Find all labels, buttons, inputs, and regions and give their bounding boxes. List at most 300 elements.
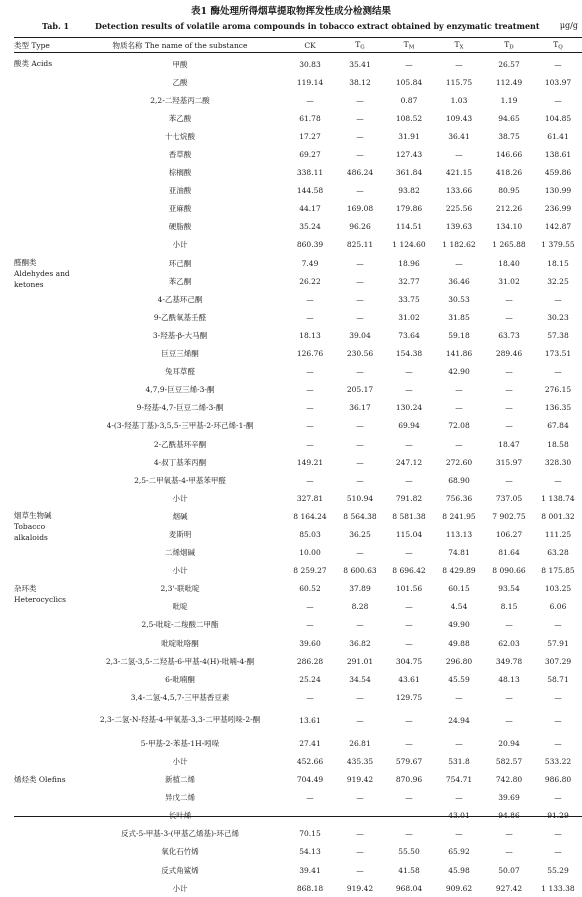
- value-ck: 8 259.27: [293, 566, 327, 576]
- value-td: 134.10: [495, 222, 523, 232]
- value-ck: —: [306, 367, 314, 377]
- value-ck: —: [306, 385, 314, 395]
- table-row: [14, 525, 582, 543]
- value-tm: 73.64: [398, 330, 420, 340]
- value-ck: 17.27: [299, 131, 321, 141]
- value-td: 80.95: [498, 186, 520, 196]
- value-tg: 26.81: [349, 738, 371, 748]
- value-tq: —: [554, 620, 562, 630]
- value-ck: 35.24: [299, 222, 321, 232]
- substance-name: 环己酮: [168, 258, 192, 268]
- value-tx: 24.94: [448, 715, 470, 725]
- value-tm: —: [405, 385, 413, 395]
- value-tg: —: [356, 811, 364, 821]
- value-ck: 30.83: [299, 59, 321, 69]
- value-ck: —: [306, 620, 314, 630]
- value-ck: 286.28: [296, 656, 324, 666]
- substance-name: 3,4-二氢-4,5,7-三甲基香豆素: [130, 692, 230, 702]
- value-tx: —: [455, 439, 463, 449]
- value-tg: —: [356, 95, 364, 105]
- table-row: [14, 55, 582, 73]
- value-ck: 126.76: [296, 349, 324, 359]
- value-tx: 36.41: [448, 131, 470, 141]
- table-header: [14, 38, 582, 52]
- table-row: [14, 580, 582, 598]
- value-tg: 230.56: [346, 349, 374, 359]
- value-ck: 85.03: [299, 529, 321, 539]
- value-tm: 968.04: [395, 883, 423, 893]
- value-tm: —: [405, 548, 413, 558]
- value-tm: 108.52: [395, 113, 423, 123]
- value-tq: —: [554, 692, 562, 702]
- value-td: —: [505, 403, 513, 413]
- value-tx: 8 241.95: [442, 511, 476, 521]
- value-tx: 133.66: [445, 186, 473, 196]
- substance-name: 香草酸: [168, 150, 192, 160]
- value-tq: —: [554, 475, 562, 485]
- value-tg: 919.42: [346, 883, 374, 893]
- value-td: 112.49: [495, 77, 523, 87]
- substance-name: 5-甲基-2-苯基-1H-吲哚: [140, 738, 220, 748]
- value-tq: 57.91: [547, 638, 569, 648]
- value-td: 1.19: [500, 95, 518, 105]
- substance-name: 2,3-二氢-3,5-二羟基-6-甲基-4(H)-吡喃-4-酮: [105, 656, 255, 666]
- value-td: —: [505, 829, 513, 839]
- substance-name: 长叶烯: [168, 811, 192, 821]
- value-tg: 36.17: [349, 403, 371, 413]
- value-tg: —: [356, 131, 364, 141]
- value-td: 106.27: [495, 529, 523, 539]
- value-tg: —: [356, 847, 364, 857]
- table-row: [14, 634, 582, 652]
- value-tg: —: [356, 793, 364, 803]
- value-tg: 36.82: [349, 638, 371, 648]
- value-tm: 105.84: [395, 77, 423, 87]
- value-tg: 35.41: [349, 59, 371, 69]
- value-tg: 510.94: [346, 493, 374, 503]
- value-tg: 205.17: [346, 385, 374, 395]
- value-ck: —: [306, 692, 314, 702]
- value-ck: 338.11: [296, 168, 324, 178]
- data-table: [14, 55, 582, 897]
- value-tx: 113.13: [445, 529, 473, 539]
- value-tq: —: [554, 95, 562, 105]
- header-name: 物质名称 The name of the substance: [112, 40, 248, 50]
- value-tm: 247.12: [395, 457, 423, 467]
- value-ck: —: [306, 811, 314, 821]
- value-tq: —: [554, 367, 562, 377]
- value-tx: 4.54: [450, 602, 468, 612]
- table-row: [14, 91, 582, 109]
- value-tx: 43.01: [448, 811, 470, 821]
- value-tg: 38.12: [349, 77, 371, 87]
- value-td: —: [505, 294, 513, 304]
- value-tg: —: [356, 186, 364, 196]
- value-td: 38.75: [498, 131, 520, 141]
- header-type: 类型 Type: [14, 40, 50, 50]
- value-tm: 93.82: [398, 186, 420, 196]
- group-type-label: 烟草生物碱 Tobacco alkaloids: [14, 511, 52, 543]
- subtotal-row: [14, 236, 582, 254]
- value-td: 8 090.66: [492, 566, 526, 576]
- subtotal-row: [14, 562, 582, 580]
- value-ck: —: [306, 793, 314, 803]
- header-rule: [14, 52, 582, 53]
- value-ck: 13.61: [299, 715, 321, 725]
- table-row: [14, 670, 582, 688]
- substance-name: 2,5-二甲氧基-4-甲基苯甲醛: [134, 475, 226, 485]
- subtotal-row: [14, 752, 582, 770]
- value-ck: 60.52: [299, 584, 321, 594]
- value-tx: 909.62: [445, 883, 473, 893]
- value-tx: 139.63: [445, 222, 473, 232]
- value-tg: —: [356, 692, 364, 702]
- value-tg: 8.28: [351, 602, 369, 612]
- value-tx: 49.90: [448, 620, 470, 630]
- value-tx: 109.43: [445, 113, 473, 123]
- substance-name: 苯乙酮: [168, 276, 192, 286]
- value-tq: 32.25: [547, 276, 569, 286]
- value-td: 212.26: [495, 204, 523, 214]
- value-td: 8.15: [500, 602, 518, 612]
- substance-name: 反式-5-甲基-3-(甲基乙烯基)-环己烯: [120, 829, 240, 839]
- value-tm: —: [405, 439, 413, 449]
- value-tg: 8 564.38: [343, 511, 377, 521]
- value-tx: 1.03: [450, 95, 468, 105]
- value-tg: —: [356, 113, 364, 123]
- value-tq: 91.29: [547, 811, 569, 821]
- value-tx: 72.08: [448, 421, 470, 431]
- substance-name: 小计: [172, 493, 188, 503]
- table-row: [14, 290, 582, 308]
- value-tq: 276.15: [544, 385, 572, 395]
- substance-name: 9-羟基-4,7-巨豆二烯-3-酮: [136, 403, 224, 413]
- substance-name: 氧化石竹烯: [161, 847, 199, 857]
- value-td: 737.05: [495, 493, 523, 503]
- value-tm: 33.75: [398, 294, 420, 304]
- substance-name: 小计: [172, 883, 188, 893]
- value-tq: 6.06: [549, 602, 567, 612]
- value-td: 63.73: [498, 330, 520, 340]
- value-tm: 18.96: [398, 258, 420, 268]
- value-tq: 58.71: [547, 674, 569, 684]
- value-tq: 8 001.32: [541, 511, 575, 521]
- value-tq: 307.29: [544, 656, 572, 666]
- value-tg: —: [356, 457, 364, 467]
- value-tq: —: [554, 847, 562, 857]
- value-tq: 111.25: [544, 529, 572, 539]
- value-tm: —: [405, 738, 413, 748]
- value-tx: 60.15: [448, 584, 470, 594]
- table-row: [14, 345, 582, 363]
- table-row: [14, 507, 582, 525]
- value-tx: 531.8: [448, 757, 470, 767]
- value-tg: —: [356, 421, 364, 431]
- substance-name: 3-羟基-β-大马酮: [152, 330, 208, 340]
- value-tg: 34.54: [349, 674, 371, 684]
- table-row: [14, 471, 582, 489]
- table-row: [14, 435, 582, 453]
- header-ck: CK: [304, 40, 316, 50]
- value-td: 94.86: [498, 811, 520, 821]
- value-tq: 55.29: [547, 865, 569, 875]
- value-tg: —: [356, 865, 364, 875]
- header-tq: $T_Q$: [553, 39, 563, 51]
- value-td: 7 902.75: [492, 511, 526, 521]
- value-tm: 69.94: [398, 421, 420, 431]
- value-tg: 169.08: [346, 204, 374, 214]
- value-tm: 8 581.38: [392, 511, 426, 521]
- table-title: Detection results of volatile aroma compounds in tobacco extract obtained by enzymatic treatment: [95, 21, 540, 31]
- value-tx: 296.80: [445, 656, 473, 666]
- value-ck: 704.49: [296, 775, 324, 785]
- header-td: $T_D$: [504, 39, 514, 51]
- value-tx: —: [455, 150, 463, 160]
- table-row: [14, 399, 582, 417]
- value-tg: —: [356, 715, 364, 725]
- value-ck: —: [306, 475, 314, 485]
- header-tx: $T_X$: [454, 39, 464, 51]
- value-tx: 754.71: [445, 775, 473, 785]
- value-tx: 74.81: [448, 548, 470, 558]
- value-tx: 45.59: [448, 674, 470, 684]
- value-tg: 435.35: [346, 757, 374, 767]
- substance-name: 2,3-二氢-N-羟基-4-甲氧基-3,3-二甲基吲哚-2-酮: [99, 715, 261, 725]
- value-ck: 27.41: [299, 738, 321, 748]
- value-tg: 486.24: [346, 168, 374, 178]
- value-tx: 59.18: [448, 330, 470, 340]
- substance-name: 2,2-二羟基丙二酸: [150, 95, 210, 105]
- value-tm: 304.75: [395, 656, 423, 666]
- table-row: [14, 417, 582, 435]
- value-tg: 36.25: [349, 529, 371, 539]
- value-tm: 0.87: [400, 95, 418, 105]
- value-tg: —: [356, 475, 364, 485]
- value-ck: 70.15: [299, 829, 321, 839]
- value-ck: 452.66: [296, 757, 324, 767]
- substance-name: 巨豆三烯酮: [161, 349, 199, 359]
- substance-name: 4-(3-羟基丁基)-3,5,5-三甲基-2-环己烯-1-酮: [106, 421, 254, 431]
- value-ck: 860.39: [296, 240, 324, 250]
- header-tm: $T_M$: [403, 39, 415, 51]
- value-tx: —: [455, 738, 463, 748]
- substance-name: 4,7,9-巨豆三烯-3-酮: [145, 385, 215, 395]
- value-tm: —: [405, 59, 413, 69]
- substance-name: 吡啶: [172, 602, 188, 612]
- value-tq: —: [554, 738, 562, 748]
- substance-name: 硬脂酸: [168, 222, 192, 232]
- value-td: —: [505, 312, 513, 322]
- value-tm: 32.77: [398, 276, 420, 286]
- value-ck: 327.81: [296, 493, 324, 503]
- value-tq: —: [554, 829, 562, 839]
- value-td: 289.46: [495, 349, 523, 359]
- value-ck: —: [306, 403, 314, 413]
- substance-name: 反式角鲨烯: [161, 865, 199, 875]
- value-tm: —: [405, 811, 413, 821]
- substance-name: 乙酸: [172, 77, 188, 87]
- table-row: [14, 326, 582, 344]
- value-tx: 31.85: [448, 312, 470, 322]
- value-td: 48.13: [498, 674, 520, 684]
- value-tm: 129.75: [395, 692, 423, 702]
- value-tq: 138.61: [544, 150, 572, 160]
- value-tm: —: [405, 602, 413, 612]
- value-tm: —: [405, 829, 413, 839]
- table-row: [14, 789, 582, 807]
- substance-name: 十七烷酸: [165, 131, 195, 141]
- value-td: —: [505, 385, 513, 395]
- value-tg: —: [356, 620, 364, 630]
- value-td: 39.69: [498, 793, 520, 803]
- value-tg: —: [356, 312, 364, 322]
- value-tm: 101.56: [395, 584, 423, 594]
- table-row: [14, 308, 582, 326]
- value-tg: —: [356, 548, 364, 558]
- value-tg: 291.01: [346, 656, 374, 666]
- substance-name: 6-吡喃酮: [165, 674, 195, 684]
- value-td: 26.57: [498, 59, 520, 69]
- table-row: [14, 598, 582, 616]
- table-row: [14, 706, 582, 734]
- value-tm: 154.38: [395, 349, 423, 359]
- value-td: 31.02: [498, 276, 520, 286]
- value-tx: 421.15: [445, 168, 473, 178]
- table-row: [14, 164, 582, 182]
- substance-name: 棕榈酸: [168, 168, 192, 178]
- value-tq: 533.22: [544, 757, 572, 767]
- value-tx: 49.88: [448, 638, 470, 648]
- value-tx: 45.98: [448, 865, 470, 875]
- value-tx: 42.90: [448, 367, 470, 377]
- value-tq: 136.35: [544, 403, 572, 413]
- value-tq: 104.85: [544, 113, 572, 123]
- header-tg: $T_G$: [355, 39, 365, 51]
- value-ck: 149.21: [296, 457, 324, 467]
- table-row: [14, 363, 582, 381]
- value-tg: 919.42: [346, 775, 374, 785]
- value-tx: —: [455, 829, 463, 839]
- substance-name: 二烯烟碱: [165, 548, 195, 558]
- value-tx: —: [455, 403, 463, 413]
- table-row: [14, 771, 582, 789]
- value-tq: —: [554, 715, 562, 725]
- value-tm: —: [405, 793, 413, 803]
- value-tg: 39.04: [349, 330, 371, 340]
- value-ck: 26.22: [299, 276, 321, 286]
- table-number: Tab. 1: [42, 21, 70, 31]
- value-ck: 144.58: [296, 186, 324, 196]
- substance-name: 麦斯明: [168, 529, 192, 539]
- substance-name: 新植二烯: [165, 775, 195, 785]
- substance-name: 异戊二烯: [165, 793, 195, 803]
- value-tm: —: [405, 638, 413, 648]
- table-row: [14, 861, 582, 879]
- value-tg: 8 600.63: [343, 566, 377, 576]
- value-tx: 225.56: [445, 204, 473, 214]
- value-ck: 44.17: [299, 204, 321, 214]
- value-tg: —: [356, 294, 364, 304]
- value-tg: —: [356, 258, 364, 268]
- substance-name: 亚油酸: [168, 186, 192, 196]
- value-ck: 69.27: [299, 150, 321, 160]
- value-ck: 25.24: [299, 674, 321, 684]
- value-tm: —: [405, 620, 413, 630]
- group-type-label: 烯烃类 Olefins: [14, 774, 66, 784]
- value-tm: 579.67: [395, 757, 423, 767]
- value-tq: 67.84: [547, 421, 569, 431]
- value-tq: 130.99: [544, 186, 572, 196]
- value-ck: 7.49: [301, 258, 319, 268]
- value-tx: 1 182.62: [442, 240, 476, 250]
- value-ck: 868.18: [296, 883, 324, 893]
- substance-name: 兔耳草醛: [165, 367, 195, 377]
- unit-label: μg/g: [559, 21, 578, 30]
- value-tq: —: [554, 294, 562, 304]
- value-tm: 8 696.42: [392, 566, 426, 576]
- value-ck: 119.14: [296, 77, 324, 87]
- value-td: 1 265.88: [492, 240, 526, 250]
- value-tg: 37.89: [349, 584, 371, 594]
- value-tm: 31.91: [398, 131, 420, 141]
- value-td: —: [505, 715, 513, 725]
- value-tq: 328.30: [544, 457, 572, 467]
- value-tx: 65.92: [448, 847, 470, 857]
- substance-name: 吡啶吡咯酮: [161, 638, 199, 648]
- substance-name: 4-乙基环己酮: [157, 294, 203, 304]
- value-td: 81.64: [498, 548, 520, 558]
- table-row: [14, 544, 582, 562]
- value-td: 94.65: [498, 113, 520, 123]
- value-ck: 18.13: [299, 330, 321, 340]
- table-row: [14, 109, 582, 127]
- value-tq: 61.41: [547, 131, 569, 141]
- table-row: [14, 807, 582, 825]
- value-td: 50.07: [498, 865, 520, 875]
- value-tm: —: [405, 715, 413, 725]
- value-tx: 68.90: [448, 475, 470, 485]
- value-tq: 57.38: [547, 330, 569, 340]
- value-tm: 31.02: [398, 312, 420, 322]
- subtotal-row: [14, 489, 582, 507]
- substance-name: 2,5-吡啶-二羧酸二甲酯: [141, 620, 219, 630]
- value-tm: 130.24: [395, 403, 423, 413]
- value-td: 18.40: [498, 258, 520, 268]
- value-ck: 61.78: [299, 113, 321, 123]
- value-tx: —: [455, 59, 463, 69]
- value-ck: 54.13: [299, 847, 321, 857]
- value-tg: 825.11: [346, 240, 374, 250]
- value-tm: 791.82: [395, 493, 423, 503]
- table-row: [14, 734, 582, 752]
- value-tx: —: [455, 385, 463, 395]
- table-row: [14, 272, 582, 290]
- substance-name: 9-乙酰氧基壬醛: [153, 312, 207, 322]
- value-tm: 179.86: [395, 204, 423, 214]
- table-row: [14, 182, 582, 200]
- value-ck: —: [306, 421, 314, 431]
- value-td: —: [505, 620, 513, 630]
- table-row: [14, 381, 582, 399]
- value-tq: 8 175.85: [541, 566, 575, 576]
- value-ck: 10.00: [299, 548, 321, 558]
- value-tq: 142.87: [544, 222, 572, 232]
- value-tg: 96.26: [349, 222, 371, 232]
- substance-name: 甲酸: [172, 59, 188, 69]
- value-td: 62.03: [498, 638, 520, 648]
- substance-name: 苯乙酸: [168, 113, 192, 123]
- value-tm: 361.84: [395, 168, 423, 178]
